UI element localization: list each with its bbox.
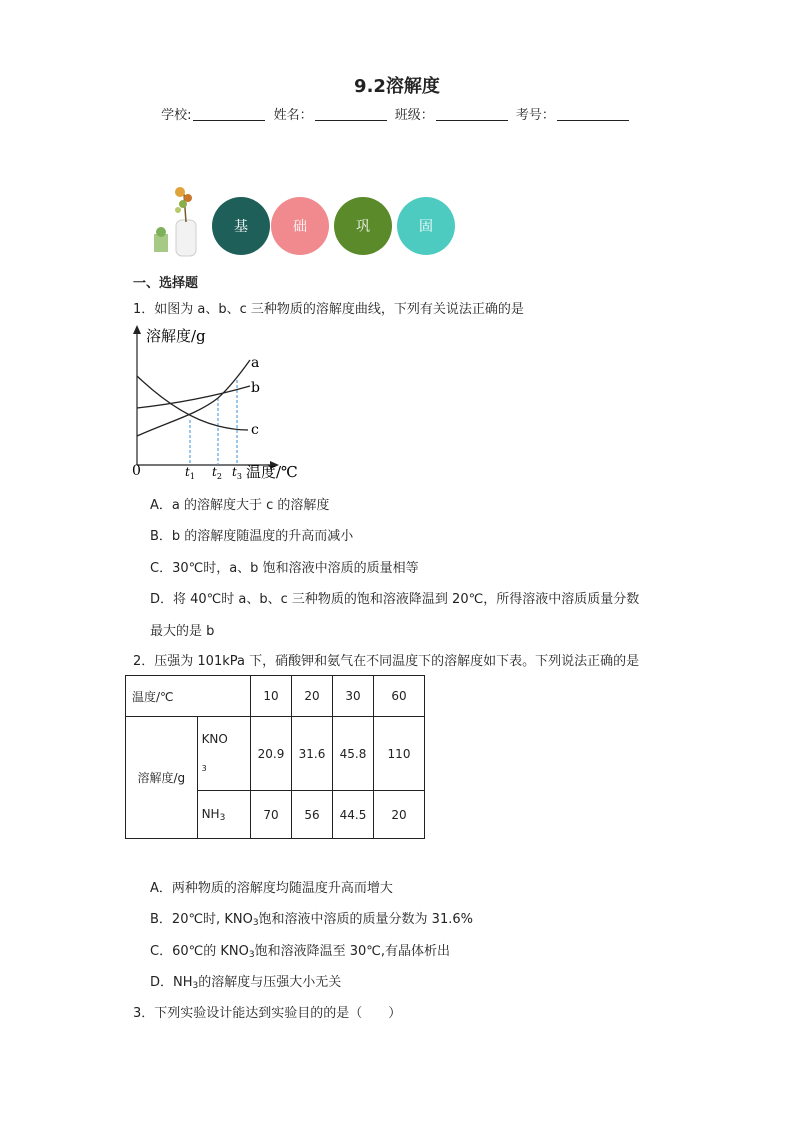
class-blank[interactable]	[436, 108, 508, 121]
section-heading: 一、选择题	[133, 276, 199, 291]
question-2-option-a: A．两种物质的溶解度均随温度升高而增大	[150, 881, 393, 896]
solubility-curve-graph	[128, 322, 318, 484]
question-2-option-c: C．60℃的 $KNO_3$饱和溶液降温至 30℃,有晶体析出	[150, 944, 450, 960]
curve-label-a: a	[251, 355, 260, 371]
table-cell: 60	[374, 676, 425, 717]
question-1-option-d-continued: 最大的是 b	[150, 624, 215, 639]
substance-subscript: 3	[201, 763, 207, 773]
tick-label-t1: $t_1$	[185, 465, 195, 481]
school-blank[interactable]	[193, 108, 265, 121]
class-label: 班级：	[394, 108, 434, 123]
solubility-table	[125, 675, 425, 839]
substance-name: KNO	[201, 731, 228, 746]
question-1-option-a: A．a 的溶解度大于 c 的溶解度	[150, 498, 330, 513]
table-cell: 30	[333, 676, 374, 717]
substance-subscript: 3	[219, 812, 226, 823]
table-row-kno3	[126, 717, 425, 791]
name-blank[interactable]	[315, 108, 387, 121]
plant-leaf	[179, 200, 187, 208]
table-header-temperature: 温度/℃	[126, 676, 251, 717]
table-cell: 20.9	[251, 717, 292, 791]
banner-circle-label: 基	[234, 219, 248, 235]
table-cell: 110	[374, 717, 425, 791]
plant-leaf	[175, 207, 181, 213]
question-1-option-d: D．将 40℃时 a、b、c 三种物质的饱和溶液降温到 20℃，所得溶液中溶质质量分数	[150, 592, 640, 607]
exam-number-blank[interactable]	[557, 108, 629, 121]
table-cell: 10	[251, 676, 292, 717]
banner-circle-ji	[212, 197, 270, 255]
small-plant	[156, 227, 166, 237]
banner-circle-gong	[334, 197, 392, 255]
plant-vase-illustration	[150, 182, 206, 260]
table-cell: 20	[374, 791, 425, 839]
banner-circle-label: 础	[293, 219, 307, 235]
table-cell: 70	[251, 791, 292, 839]
table-cell: 56	[292, 791, 333, 839]
question-2-option-d: D．$NH_3$的溶解度与压强大小无关	[150, 975, 342, 991]
curve-label-c: c	[251, 422, 259, 438]
curve-label-b: b	[251, 380, 260, 396]
table-cell: 31.6	[292, 717, 333, 791]
table-substance-kno3	[197, 717, 250, 791]
y-axis-arrow	[133, 325, 141, 334]
page-title: 9.2溶解度	[354, 76, 440, 97]
banner-circle-label: 巩	[356, 219, 370, 235]
question-1-option-c: C．30℃时，a、b 饱和溶液中溶质的质量相等	[150, 561, 419, 576]
table-header-solubility: 溶解度/g	[126, 717, 198, 839]
x-axis-label: 温度/℃	[246, 463, 298, 481]
tick-label-t3: $t_3$	[232, 465, 242, 481]
name-label: 姓名：	[273, 108, 313, 123]
table-row-temperature	[126, 676, 425, 717]
banner-circle-chu	[271, 197, 329, 255]
y-axis-label: 溶解度/g	[146, 327, 206, 345]
school-label: 学校:	[161, 108, 192, 123]
table-cell: 20	[292, 676, 333, 717]
vase-shape	[176, 220, 196, 256]
curve-a	[137, 360, 250, 436]
plant-bloom	[175, 187, 185, 197]
banner-circle-label: 固	[419, 219, 433, 235]
banner-circle-gu	[397, 197, 455, 255]
table-cell: 45.8	[333, 717, 374, 791]
question-2-stem: 2．压强为 101kPa 下，硝酸钾和氨气在不同温度下的溶解度如下表。下列说法正确的是	[133, 654, 640, 669]
question-3-stem: 3．下列实验设计能达到实验目的的是（ ）	[133, 1006, 402, 1021]
table-cell: 44.5	[333, 791, 374, 839]
table-substance-nh3	[197, 791, 250, 839]
curve-b	[137, 386, 250, 408]
tick-label-t2: $t_2$	[212, 465, 222, 481]
question-1-option-b: B．b 的溶解度随温度的升高而减小	[150, 529, 354, 544]
origin-label: 0	[132, 463, 141, 479]
student-info-line	[0, 104, 794, 123]
substance-name: NH	[201, 806, 220, 821]
question-2-option-b: B．20℃时, $KNO_3$饱和溶液中溶质的质量分数为 31.6%	[150, 912, 473, 928]
question-1-stem: 1．如图为 a、b、c 三种物质的溶解度曲线，下列有关说法正确的是	[133, 302, 524, 317]
exam-number-label: 考号：	[515, 108, 555, 123]
